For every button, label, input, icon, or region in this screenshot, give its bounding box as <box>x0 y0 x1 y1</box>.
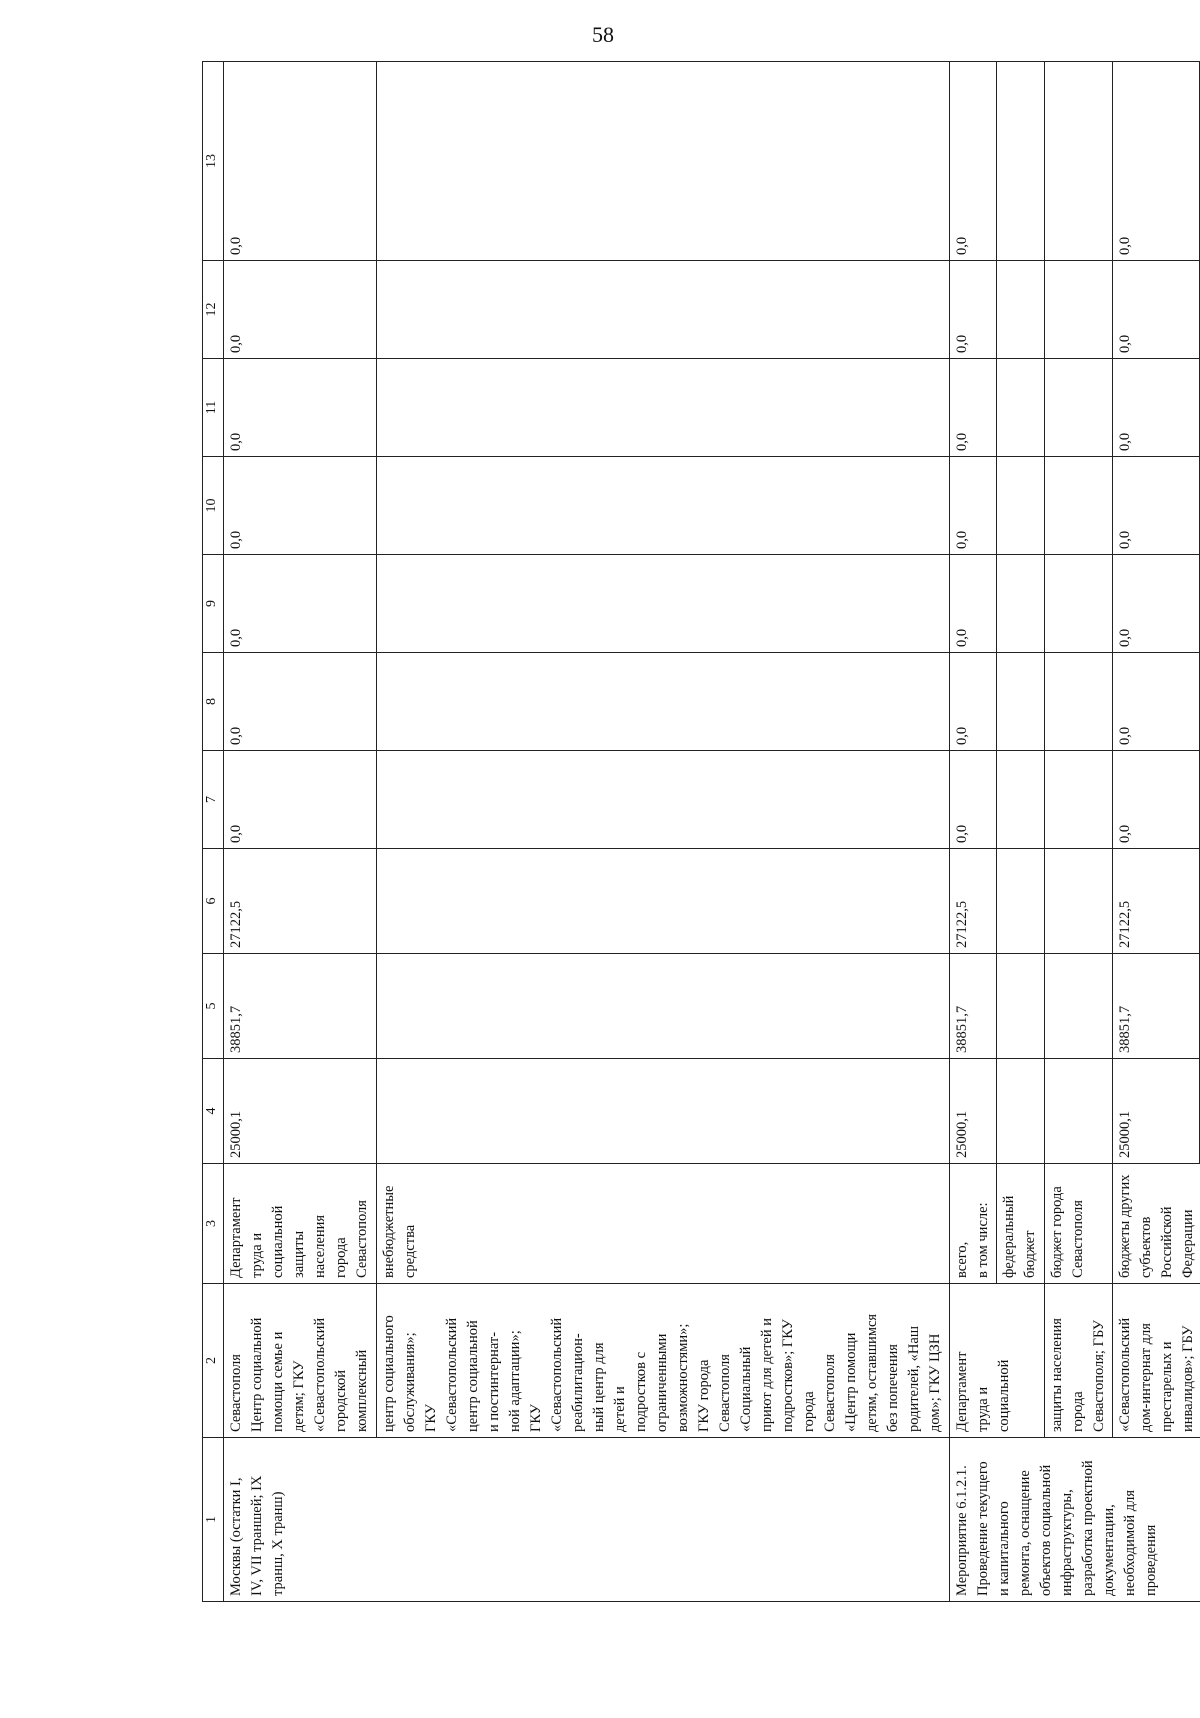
value-cell: 27122,5 <box>950 849 997 954</box>
value-cell: 0,0 <box>950 751 997 849</box>
source-cell: всего, в том числе: <box>950 1164 997 1284</box>
executor-cell: центр социального обслуживания»; ГКУ «Севастопольский центр социальной и постинтернат- ной адаптации»; ГКУ «Севастопольский реабилитацион- ный центр для детей и подростков с ограниченными возможностями»; ГКУ города Севастополя «Социальный приют для детей и подростков»; ГКУ города Севастополя «Центр помощи детям, оставшимся без попечения родителей, «Наш дом»; ГКУ ЦЗН <box>376 1284 950 1438</box>
value-cell: 25000,1 <box>224 1059 376 1164</box>
empty-cell <box>997 555 1044 653</box>
value-cell: 0,0 <box>224 261 376 359</box>
value-cell: 0,0 <box>950 555 997 653</box>
source-cell: Департамент труда и социальной защиты населения города Севастополя <box>224 1164 376 1284</box>
value-cell: 0,0 <box>224 555 376 653</box>
header-cell: 10 <box>203 457 224 555</box>
value-cell: 0,0 <box>224 751 376 849</box>
event-name-cell: Москвы (остатки I, IV, VII траншей; IX транш, X транш) <box>224 1438 950 1602</box>
empty-cell <box>997 849 1044 954</box>
value-cell: 0,0 <box>224 62 376 261</box>
empty-cell <box>1044 751 1112 849</box>
value-cell: 25000,1 <box>1112 1059 1199 1164</box>
executor-cell: Департамент труда и социальной <box>950 1284 1044 1438</box>
empty-cell <box>376 751 950 849</box>
source-cell: бюджеты других субъектов Российской Федерации <box>1112 1164 1200 1284</box>
value-cell: 0,0 <box>224 653 376 751</box>
empty-cell <box>997 653 1044 751</box>
header-cell: 6 <box>203 849 224 954</box>
empty-cell <box>1044 359 1112 457</box>
empty-cell <box>1044 261 1112 359</box>
empty-cell <box>376 62 950 261</box>
header-cell: 3 <box>203 1164 224 1284</box>
value-cell: 27122,5 <box>224 849 376 954</box>
empty-cell <box>1044 62 1112 261</box>
table-row <box>224 62 376 1602</box>
empty-cell <box>997 457 1044 555</box>
empty-cell <box>1044 457 1112 555</box>
value-cell: 0,0 <box>1112 359 1199 457</box>
value-cell: 25000,1 <box>950 1059 997 1164</box>
source-cell: бюджет города Севастополя <box>1044 1164 1112 1284</box>
empty-cell <box>376 359 950 457</box>
value-cell: 0,0 <box>950 359 997 457</box>
empty-cell <box>997 359 1044 457</box>
table-row <box>1044 62 1112 1602</box>
header-cell: 2 <box>203 1284 224 1438</box>
source-cell: федеральный бюджет <box>997 1164 1044 1284</box>
empty-cell <box>1044 954 1112 1059</box>
table-row <box>950 62 997 1602</box>
value-cell: 38851,7 <box>950 954 997 1059</box>
empty-cell <box>376 555 950 653</box>
empty-cell <box>376 1059 950 1164</box>
empty-cell <box>376 261 950 359</box>
table-row <box>376 62 950 1602</box>
value-cell: 0,0 <box>224 359 376 457</box>
header-cell: 7 <box>203 751 224 849</box>
value-cell: 0,0 <box>1112 653 1199 751</box>
header-cell: 13 <box>203 62 224 261</box>
executor-cell: защиты населения города Севастополя; ГБУ <box>1044 1284 1112 1438</box>
budget-table <box>202 61 1200 1602</box>
empty-cell <box>1044 653 1112 751</box>
header-cell: 12 <box>203 261 224 359</box>
empty-cell <box>997 62 1044 261</box>
executor-cell: «Севастопольский дом-интернат для престарелых и инвалидов»; ГБУ <box>1112 1284 1200 1438</box>
value-cell: 27122,5 <box>1112 849 1199 954</box>
empty-cell <box>997 954 1044 1059</box>
value-cell: 38851,7 <box>224 954 376 1059</box>
event-name-cell: Мероприятие 6.1.2.1. Проведение текущего и капитального ремонта, оснащение объектов социальной инфраструктуры, разработка проектной документации, необходимой для проведения <box>950 1438 1200 1602</box>
value-cell: 38851,7 <box>1112 954 1199 1059</box>
rotated-table-container <box>202 62 1200 1602</box>
page-number: 58 <box>592 22 614 47</box>
value-cell: 0,0 <box>1112 457 1199 555</box>
value-cell: 0,0 <box>950 653 997 751</box>
header-cell: 8 <box>203 653 224 751</box>
header-cell: 4 <box>203 1059 224 1164</box>
empty-cell <box>1044 849 1112 954</box>
value-cell: 0,0 <box>1112 261 1199 359</box>
header-cell: 5 <box>203 954 224 1059</box>
empty-cell <box>376 849 950 954</box>
value-cell: 0,0 <box>950 261 997 359</box>
value-cell: 0,0 <box>950 62 997 261</box>
executor-cell: Севастополя Центр социальной помощи семье и детям; ГКУ «Севастопольский городской комплексный <box>224 1284 376 1438</box>
empty-cell <box>376 653 950 751</box>
value-cell: 0,0 <box>1112 62 1199 261</box>
header-cell: 1 <box>203 1438 224 1602</box>
empty-cell <box>997 751 1044 849</box>
source-cell: внебюджетные средства <box>376 1164 950 1284</box>
value-cell: 0,0 <box>224 457 376 555</box>
empty-cell <box>1044 1059 1112 1164</box>
empty-cell <box>997 261 1044 359</box>
header-cell: 11 <box>203 359 224 457</box>
value-cell: 0,0 <box>1112 555 1199 653</box>
empty-cell <box>376 954 950 1059</box>
value-cell: 0,0 <box>950 457 997 555</box>
empty-cell <box>1044 555 1112 653</box>
value-cell: 0,0 <box>1112 751 1199 849</box>
table-row <box>1112 62 1199 1602</box>
header-row <box>203 62 224 1602</box>
empty-cell <box>376 457 950 555</box>
header-cell: 9 <box>203 555 224 653</box>
empty-cell <box>997 1059 1044 1164</box>
